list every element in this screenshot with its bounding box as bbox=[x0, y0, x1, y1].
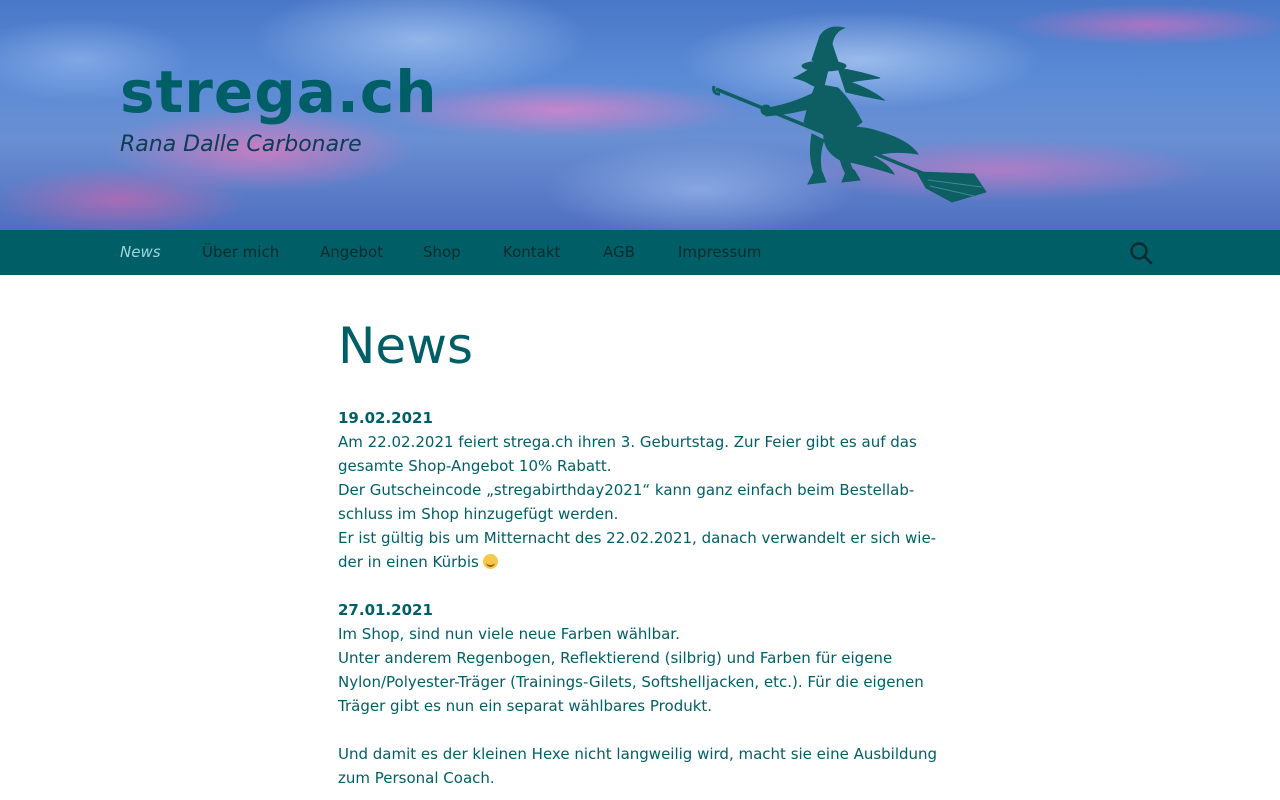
nav-item-impressum[interactable]: Impressum bbox=[678, 243, 762, 261]
news-text-line: Der Gutscheincode „stregabirthday2021“ kann ganz einfach beim Bestellab- bbox=[338, 481, 915, 499]
site-title[interactable]: strega.ch bbox=[120, 58, 438, 126]
news-text-line: Am 22.02.2021 feiert strega.ch ihren 3. Geburtstag. Zur Feier gibt es auf das bbox=[338, 433, 917, 451]
winking-face-icon bbox=[483, 554, 498, 569]
news-entry bbox=[338, 598, 958, 790]
site-header bbox=[0, 0, 1280, 230]
news-text-line: Träger gibt es nun ein separat wählbares Produkt. bbox=[338, 697, 713, 715]
news-text-line: schluss im Shop hinzugefügt werden. bbox=[338, 505, 619, 523]
nav-item-news[interactable]: News bbox=[120, 243, 161, 261]
news-entry bbox=[338, 406, 958, 574]
news-text-line: Und damit es der kleinen Hexe nicht langweilig wird, macht sie eine Ausbildung bbox=[338, 745, 938, 763]
news-text: der in einen Kürbis bbox=[338, 553, 479, 571]
page-title: News bbox=[338, 317, 474, 375]
site-description: Rana Dalle Carbonare bbox=[120, 132, 362, 157]
witch-on-broom-icon bbox=[712, 22, 992, 207]
news-text-line: gesamte Shop-Angebot 10% Rabatt. bbox=[338, 457, 612, 475]
news-text-line: Er ist gültig bis um Mitternacht des 22.02.2021, danach verwandelt er sich wie- bbox=[338, 529, 937, 547]
nav-item-shop[interactable]: Shop bbox=[423, 243, 461, 261]
nav-item-agb[interactable]: AGB bbox=[603, 243, 635, 261]
search-icon[interactable] bbox=[1128, 240, 1154, 266]
nav-item-angebot[interactable]: Angebot bbox=[320, 243, 384, 261]
news-list bbox=[338, 406, 958, 790]
news-text-line: Im Shop, sind nun viele neue Farben wählbar. bbox=[338, 625, 680, 643]
news-text-line: zum Personal Coach. bbox=[338, 769, 495, 787]
news-date: 19.02.2021 bbox=[338, 409, 433, 427]
news-date: 27.01.2021 bbox=[338, 601, 433, 619]
nav-item-kontakt[interactable]: Kontakt bbox=[503, 243, 561, 261]
news-text-line: Nylon/Polyester-Träger (Trainings-Gilets, Softshelljacken, etc.). Für die eigenen bbox=[338, 673, 924, 691]
nav-item-ueber-mich[interactable]: Über mich bbox=[202, 243, 280, 261]
main-navigation bbox=[0, 230, 1280, 275]
news-text-line: Unter anderem Regenbogen, Reflektierend (silbrig) und Farben für eigene bbox=[338, 649, 893, 667]
news-text-line bbox=[338, 550, 958, 574]
